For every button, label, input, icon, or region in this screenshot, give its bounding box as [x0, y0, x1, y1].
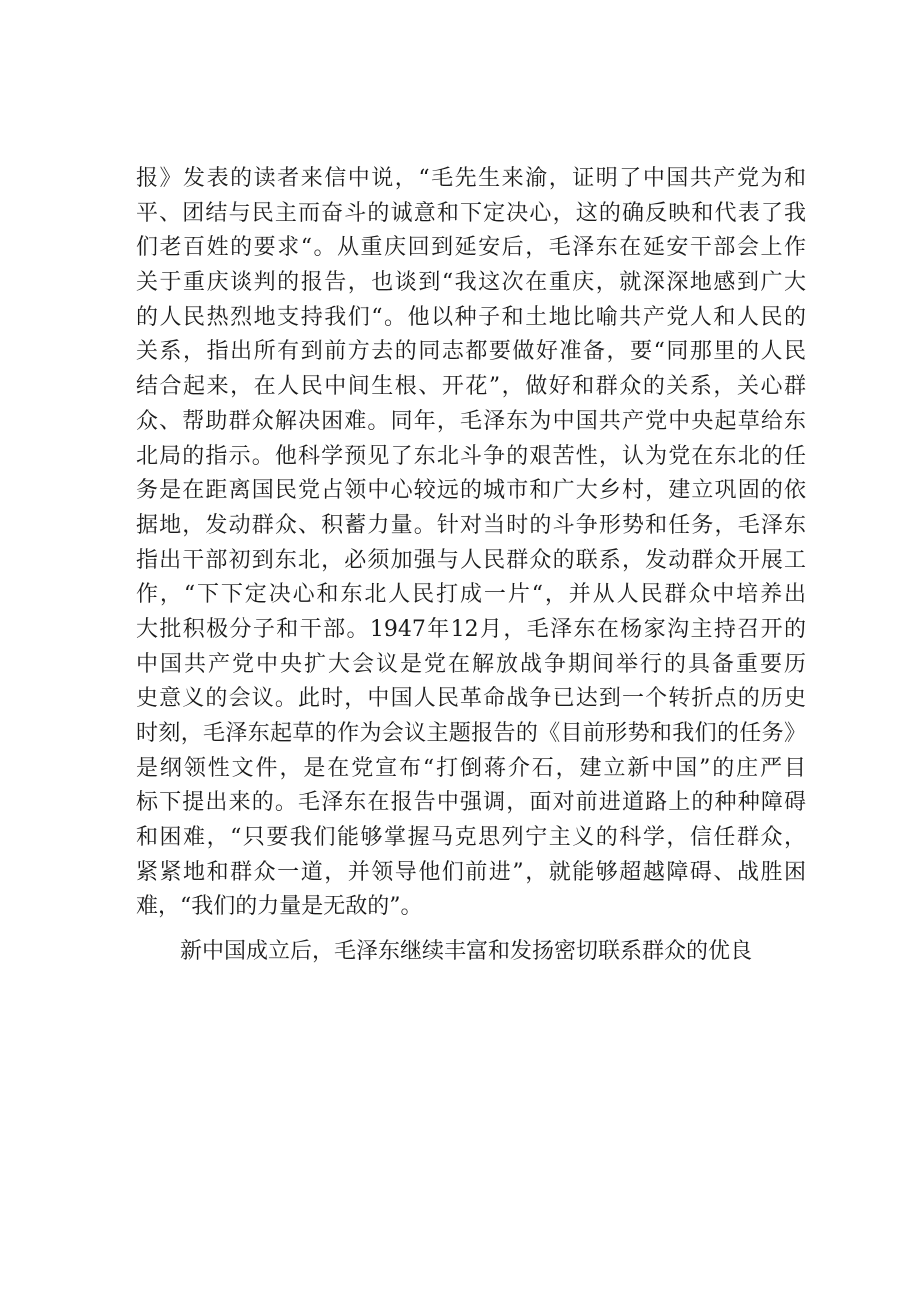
text-line: 平、团结与民主而奋斗的诚意和下定决心，这的确反映和代表了我: [136, 200, 806, 226]
text-line: 关系，指出所有到前方去的同志都要做好准备，要“同那里的人民: [136, 339, 806, 365]
text-line: 是纲领性文件，是在党宣布“打倒蒋介石，建立新中国”的庄严目: [136, 755, 806, 781]
text-line: 难，“我们的力量是无敌的”。: [136, 894, 423, 920]
text-line: 结合起来，在人民中间生根、开花”，做好和群众的关系，关心群: [136, 374, 806, 400]
text-line: 和困难，“只要我们能够掌握马克思列宁主义的科学，信任群众，: [136, 825, 806, 851]
text-line: 的人民热烈地支持我们“。他以种子和土地比喻共产党人和人民的: [136, 304, 806, 330]
paragraph-gap: [136, 925, 806, 935]
paragraph-1: [136, 162, 806, 925]
body-text: [136, 162, 806, 970]
text-line: 中国共产党中央扩大会议是党在解放战争期间举行的具备重要历: [136, 651, 806, 677]
text-line: 时刻，毛泽东起草的作为会议主题报告的《目前形势和我们的任务》: [136, 721, 806, 746]
text-line: 大批积极分子和干部。1947年12月，毛泽东在杨家沟主持召开的: [136, 616, 806, 642]
text-line: 据地，发动群众、积蓄力量。针对当时的斗争形势和任务，毛泽东: [136, 512, 806, 538]
text-line: 指出干部初到东北，必须加强与人民群众的联系，发动群众开展工: [136, 547, 806, 573]
text-line: 紧紧地和群众一道，并领导他们前进”，就能够超越障碍、战胜困: [136, 859, 806, 885]
text-line: 作，“下下定决心和东北人民打成一片“，并从人民群众中培养出: [136, 582, 806, 608]
text-line: 关于重庆谈判的报告，也谈到“我这次在重庆，就深深地感到广大: [136, 270, 806, 296]
text-line: 报》发表的读者来信中说，“毛先生来渝，证明了中国共产党为和: [136, 166, 806, 191]
text-line: 务是在距离国民党占领中心较远的城市和广大乡村，建立巩固的依: [136, 478, 806, 504]
text-line: 们老百姓的要求“。从重庆回到延安后，毛泽东在延安干部会上作: [136, 235, 806, 261]
paragraph-2: [136, 935, 806, 970]
text-line: 标下提出来的。毛泽东在报告中强调，面对前进道路上的种种障碍: [136, 790, 806, 816]
text-line: 众、帮助群众解决困难。同年，毛泽东为中国共产党中央起草给东: [136, 408, 806, 434]
text-line: 史意义的会议。此时，中国人民革命战争已达到一个转折点的历史: [136, 686, 806, 712]
text-line: 北局的指示。他科学预见了东北斗争的艰苦性，认为党在东北的任: [136, 443, 806, 469]
text-line: 新中国成立后，毛泽东继续丰富和发扬密切联系群众的优良: [180, 939, 753, 965]
